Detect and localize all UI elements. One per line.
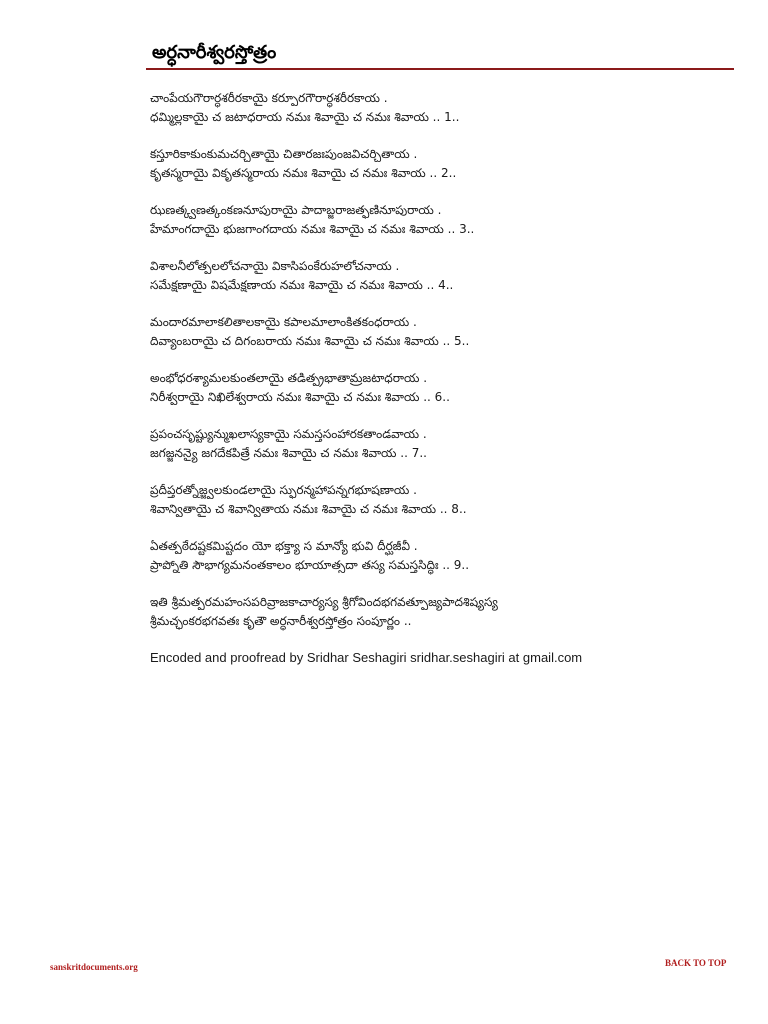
verse-4 — [150, 257, 740, 295]
verse-9 — [150, 537, 740, 575]
verse-line: ప్రపంచసృష్ట్యున్ముఖలాస్యకాయై సమస్తసంహారకతాండవాయ . — [150, 427, 427, 441]
document-title: అర్ధనారీశ్వరస్తోత్రం — [152, 42, 277, 63]
verse-line: అంభోధరశ్యామలకుంతలాయై తడిత్ప్రభాతామ్రజటాధరాయ . — [150, 371, 428, 385]
verse-list — [150, 89, 740, 649]
verse-5 — [150, 313, 740, 351]
verse-line: నిరీశ్వరాయై నిఖిలేశ్వరాయ నమః శివాయై చ నమః శివాయ .. 6.. — [150, 390, 450, 404]
verse-6 — [150, 369, 740, 407]
verse-line: జగజ్జనన్యై జగదేకపిత్రే నమః శివాయై చ నమః శివాయ .. 7.. — [150, 446, 427, 460]
verse-line: ఏతత్పఠేదష్టకమిష్టదం యో భక్త్యా స మాన్యో భువి దీర్ఘజీవీ . — [150, 539, 418, 553]
verse-7 — [150, 425, 740, 463]
verse-line: శ్రీమచ్ఛంకరభగవతః కృతౌ అర్ధనారీశ్వరస్తోత్రం సంపూర్ణం .. — [150, 614, 412, 628]
verse-line: ధమ్మిల్లకాయై చ జటాధరాయ నమః శివాయై చ నమః శివాయ .. 1.. — [150, 110, 460, 124]
back-to-top-link[interactable]: BACK TO TOP — [665, 958, 727, 968]
verse-line: శివాన్వితాయై చ శివాన్వితాయ నమః శివాయై చ నమః శివాయ .. 8.. — [150, 502, 467, 516]
verse-line: సమేక్షణాయై విషమేక్షణాయ నమః శివాయై చ నమః శివాయ .. 4.. — [150, 278, 454, 292]
verse-line: కృతస్మరాయై వికృతస్మరాయ నమః శివాయై చ నమః శివాయ .. 2.. — [150, 166, 457, 180]
verse-line: మందారమాలాకలితాలకాయై కపాలమాలాంకితకంధరాయ . — [150, 315, 417, 329]
verse-line: చాంపేయగౌరార్ధశరీరకాయై కర్పూరగౌరార్ధశరీరకాయ . — [150, 91, 388, 105]
verse-line: ప్రదీప్తరత్నోజ్జ్వలకుండలాయై స్ఫురన్మహాపన్నగభూషణాయ . — [150, 483, 417, 497]
verse-line: ఇతి శ్రీమత్పరమహంసపరివ్రాజకాచార్యస్య శ్రీగోవిందభగవత్పూజ్యపాదశిష్యస్య — [150, 595, 498, 609]
verse-8 — [150, 481, 740, 519]
verse-2 — [150, 145, 740, 183]
credit-line: Encoded and proofread by Sridhar Seshagiri sridhar.seshagiri at gmail.com — [150, 650, 583, 665]
title-underline — [146, 68, 734, 70]
verse-line: విశాలనీలోత్పలలోచనాయై వికాసిపంకేరుహలోచనాయ . — [150, 259, 400, 273]
verse-1 — [150, 89, 740, 127]
verse-line: ప్రాప్నోతి సౌభాగ్యమనంతకాలం భూయాత్సదా తస్య సమస్తసిద్ధిః .. 9.. — [150, 558, 470, 572]
verse-line: హేమాంగదాయై భుజగాంగదాయ నమః శివాయై చ నమః శివాయ .. 3.. — [150, 222, 475, 236]
verse-line: దివ్యాంబరాయై చ దిగంబరాయ నమః శివాయై చ నమః శివాయ .. 5.. — [150, 334, 470, 348]
verse-line: కస్తూరికాకుంకుమచర్చితాయై చితారజఃపుంజవిచర్చితాయ . — [150, 147, 418, 161]
site-link[interactable]: sanskritdocuments.org — [50, 962, 138, 972]
verse-3 — [150, 201, 740, 239]
verse-line: ఝణత్క్వణత్కంకణనూపురాయై పాదాబ్జరాజత్ఫణినూపురాయ . — [150, 203, 442, 217]
colophon — [150, 593, 740, 631]
